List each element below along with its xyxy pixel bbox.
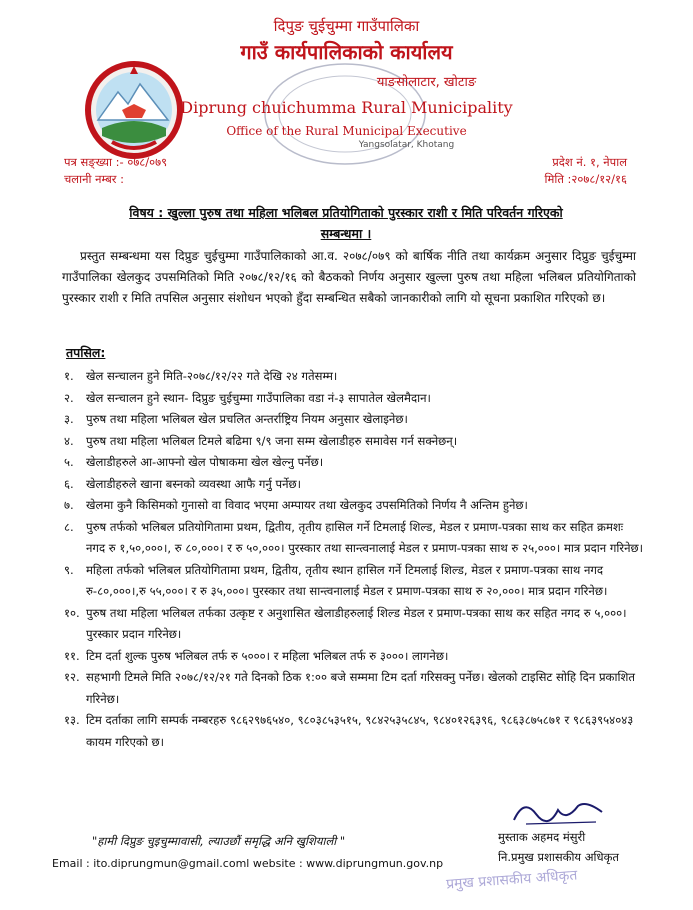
municipality-name-ne: दिपुङ चुईचुम्मा गाउँपालिका [273, 17, 420, 35]
list-item: ७. खेलमा कुनै किसिमको गुनासो वा विवाद भएमा अम्पायर तथा खेलकुद उपसमितिको निर्णय नै अन्तिम हुनेछ। [64, 498, 528, 512]
letter-date: मिति :२०७८/१२/१६ [544, 172, 627, 186]
list-item: ३. पुरुष तथा महिला भलिबल खेल प्रचलित अन्तर्राष्ट्रिय नियम अनुसार खेलाइनेछ। [64, 412, 408, 426]
officer-stamp: प्रमुख प्रशासकीय अधिकृत [445, 867, 578, 893]
municipality-name-en: Diprung chuichumma Rural Municipality [180, 98, 513, 117]
list-item: १२. सहभागी टिमले मिति २०७८/१२/२१ गते दिनको ठिक १:०० बजे सम्ममा टिम दर्ता गरिसक्नु पर्नेछ। खेलको टाइसिट सोहि दिन प्रकाशित गरिनेछ। [64, 670, 635, 706]
list-item: ९. महिला तर्फको भलिबल प्रतियोगितामा प्रथम, द्वितीय, तृतीय स्थान हासिल गर्ने टिमलाई शिल्ड, मेडल र प्रमाण-पत्रका साथ नगद रु-८०,०००।,रु ५५,०००। र रु ३५,०००। पुरस्कार तथा सान्त्वनालाई मेडल र प्रमाण-पत्रका साथ रु २०,०००। मात्र प्रदान गरिनेछ। [64, 562, 608, 598]
footer-contact: Email : ito.diprungmun@gmail.coml website : www.diprungmun.gov.np [52, 857, 444, 870]
list-item: १०. पुरुष तथा महिला भलिबल तर्फका उत्कृष्ट र अनुशासित खेलाडीहरुलाई शिल्ड मेडल र प्रमाण-पत्रका साथ कर सहित नगद रु ५,०००। पुरस्कार प्रदान गरिनेछ। [64, 605, 627, 641]
details-list [64, 366, 644, 753]
list-item: ६. खेलाडीहरुले खाना बस्नको व्यवस्था आफै गर्नु पर्नेछ। [64, 476, 302, 491]
office-name-ne: गाउँ कार्यपालिकाको कार्यालय [240, 40, 453, 64]
list-item: २. खेल सन्चालन हुने स्थान- दिप्रुङ चुईचुम्मा गाउँपालिका वडा नं-३ सापातेल खेलमैदान। [64, 390, 431, 405]
list-item: ८. पुरुष तर्फको भलिबल प्रतियोगितामा प्रथम, द्वितीय, तृतीय हासिल गर्ने टिमलाई शिल्ड, मेडल र प्रमाण-पत्रका साथ कर सहित क्रमशः नगद रु १,५०,०००।, रु ८०,०००। र रु ५०,०००। पुरस्कार तथा सान्त्वनालाई मेडल र प्रमाण-पत्रका साथ रु २५,०००। मात्र प्रदान गरिनेछ। [64, 519, 644, 555]
signature [506, 792, 616, 832]
office-name-en: Office of the Rural Municipal Executive [226, 124, 467, 138]
list-item: ११. टिम दर्ता शुल्क पुरुष भलिबल तर्फ रु ५०००। र महिला भलिबल तर्फ रु ३०००। लागनेछ। [64, 648, 449, 663]
address-en: Yangsolatar, Khotang [358, 140, 455, 150]
signer-title: नि.प्रमुख प्रशासकीय अधिकृत [498, 850, 619, 864]
subject [66, 202, 626, 244]
list-item: १३. टिम दर्ताका लागि सम्पर्क नम्बरहरु ९८६२९७६५४०, ९८०३८५३५१५, ९८४२५३५८४५, ९८४०१२६३९६, ९८६३८७५८७१ र ९८६३९५४०४३ कायम गरिएको छ। [64, 713, 634, 749]
details-heading: तपसिल: [66, 345, 106, 360]
list-item: ४. पुरुष तथा महिला भलिबल टिमले बढिमा ९/९ जना सम्म खेलाडीहरु समावेस गर्न सक्नेछन्। [64, 433, 458, 448]
subject-line-2: सम्बन्धमा । [320, 226, 372, 241]
body-paragraph: प्रस्तुत सम्बन्धमा यस दिप्रुङ चुईचुम्मा गाउँपालिकाको आ.व. २०७८/०७९ को बार्षिक नीति तथा कार्यक्रम अनुसार दिप्रुङ चुईचुम्मा गाउँपालिका खेलकुद उपसमितिको मिति २०७८/१२/१६ को बैठकको निर्णय अनुसार खुल्ला पुरुष तथा महिला भलिबल प्रतियोगिताको पुरस्कार राशी र मिति तपसिल अनुसार संशोधन भएको हुँदा सम्बन्धित सबैको जानकारीको लागि यो सूचना प्रकाशित गरिएको छ। [62, 249, 636, 305]
signer-name: मुस्ताक अहमद मंसुरी [498, 830, 586, 844]
letter-number: पत्र सङ्ख्या :- ०७८/०७९ [64, 155, 168, 169]
list-item: १. खेल सन्चालन हुने मिति-२०७८/१२/२२ गते देखि २४ गतेसम्म। [64, 369, 338, 383]
address-ne: याङसोलाटार, खोटाङ [376, 75, 477, 90]
subject-line-1: विषय : खुल्ला पुरुष तथा महिला भलिबल प्रतियोगिताको पुरस्कार राशी र मिति परिवर्तन गरिएको [129, 205, 563, 220]
province: प्रदेश नं. १, नेपाल [552, 155, 627, 169]
list-item: ५. खेलाडीहरुले आ-आफ्नो खेल पोषाकमा खेल खेल्नु पर्नेछ। [64, 455, 324, 469]
dispatch-number: चलानी नम्बर : [64, 172, 125, 186]
slogan: "हामी दिप्रुङ चुइचुम्मावासी, ल्याउछौं समृद्धि अनि खुशियाली " [92, 834, 346, 848]
